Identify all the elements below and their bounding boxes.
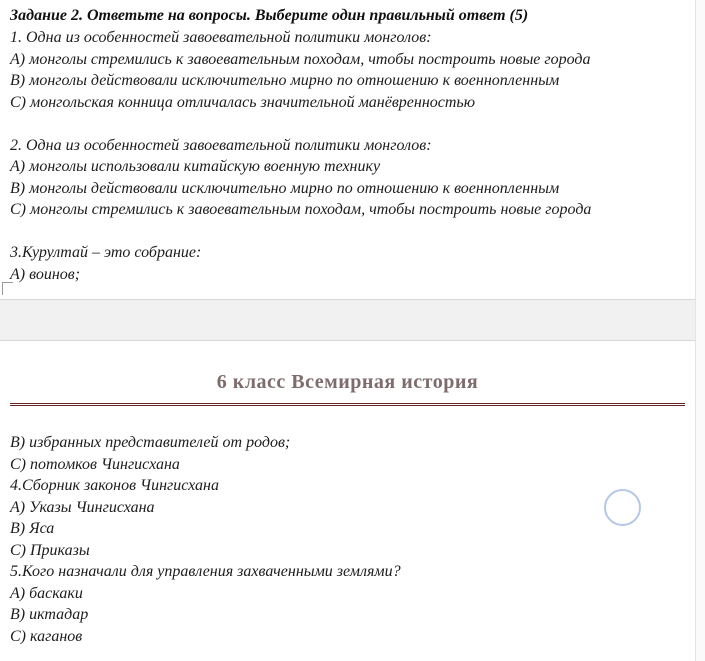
text-line: В) Яса bbox=[10, 520, 55, 537]
text-line bbox=[10, 113, 685, 135]
text-line bbox=[10, 221, 685, 243]
text-line: 3.Курултай – это собрание: bbox=[10, 244, 202, 261]
text-line: В) монголы действовали исключительно мирно по отношению к военнопленным bbox=[10, 179, 560, 197]
text-line: С) каганов bbox=[10, 627, 83, 645]
text-line: А) Указы Чингисхана bbox=[10, 498, 155, 516]
text-line: 2. Одна из особенностей завоевательной политики монголов: bbox=[10, 136, 432, 154]
page1-margin-mark-icon bbox=[2, 282, 13, 295]
text-line: С) монгольская конница отличалась значительной манёвренностью bbox=[10, 93, 475, 111]
text-line: В) монголы действовали исключительно мирно по отношению к военнопленным bbox=[10, 72, 560, 89]
page-2[interactable] bbox=[0, 340, 695, 661]
text-line: В) избранных представителей от родов; bbox=[10, 434, 291, 451]
page-1[interactable] bbox=[0, 0, 695, 300]
text-line: С) потомков Чингисхана bbox=[10, 455, 180, 473]
scrollbar-track[interactable] bbox=[695, 0, 705, 661]
text-line: А) воинов; bbox=[10, 265, 81, 283]
text-line: В) иктадар bbox=[10, 606, 89, 623]
text-line: С) Приказы bbox=[10, 541, 90, 559]
text-line: 1. Одна из особенностей завоевательной политики монголов: bbox=[10, 29, 432, 46]
page2-text-block bbox=[10, 432, 685, 647]
text-line: 4.Сборник законов Чингисхана bbox=[10, 477, 219, 494]
text-line: А) монголы стремились к завоевательным походам, чтобы построить новые города bbox=[10, 50, 591, 68]
text-line: А) баскаки bbox=[10, 584, 83, 602]
circle-shape[interactable] bbox=[604, 489, 641, 526]
text-line: С) монголы стремились к завоевательным походам, чтобы построить новые города bbox=[10, 201, 592, 218]
page1-text-block bbox=[10, 27, 685, 285]
document-header: 6 класс Всемирная история bbox=[10, 369, 685, 406]
task-title: Задание 2. Ответьте на вопросы. Выберите один правильный ответ (5) bbox=[10, 7, 529, 24]
text-line: 5.Кого назначали для управления захваченными землями? bbox=[10, 563, 401, 580]
text-line: А) монголы использовали китайскую военную технику bbox=[10, 158, 381, 175]
